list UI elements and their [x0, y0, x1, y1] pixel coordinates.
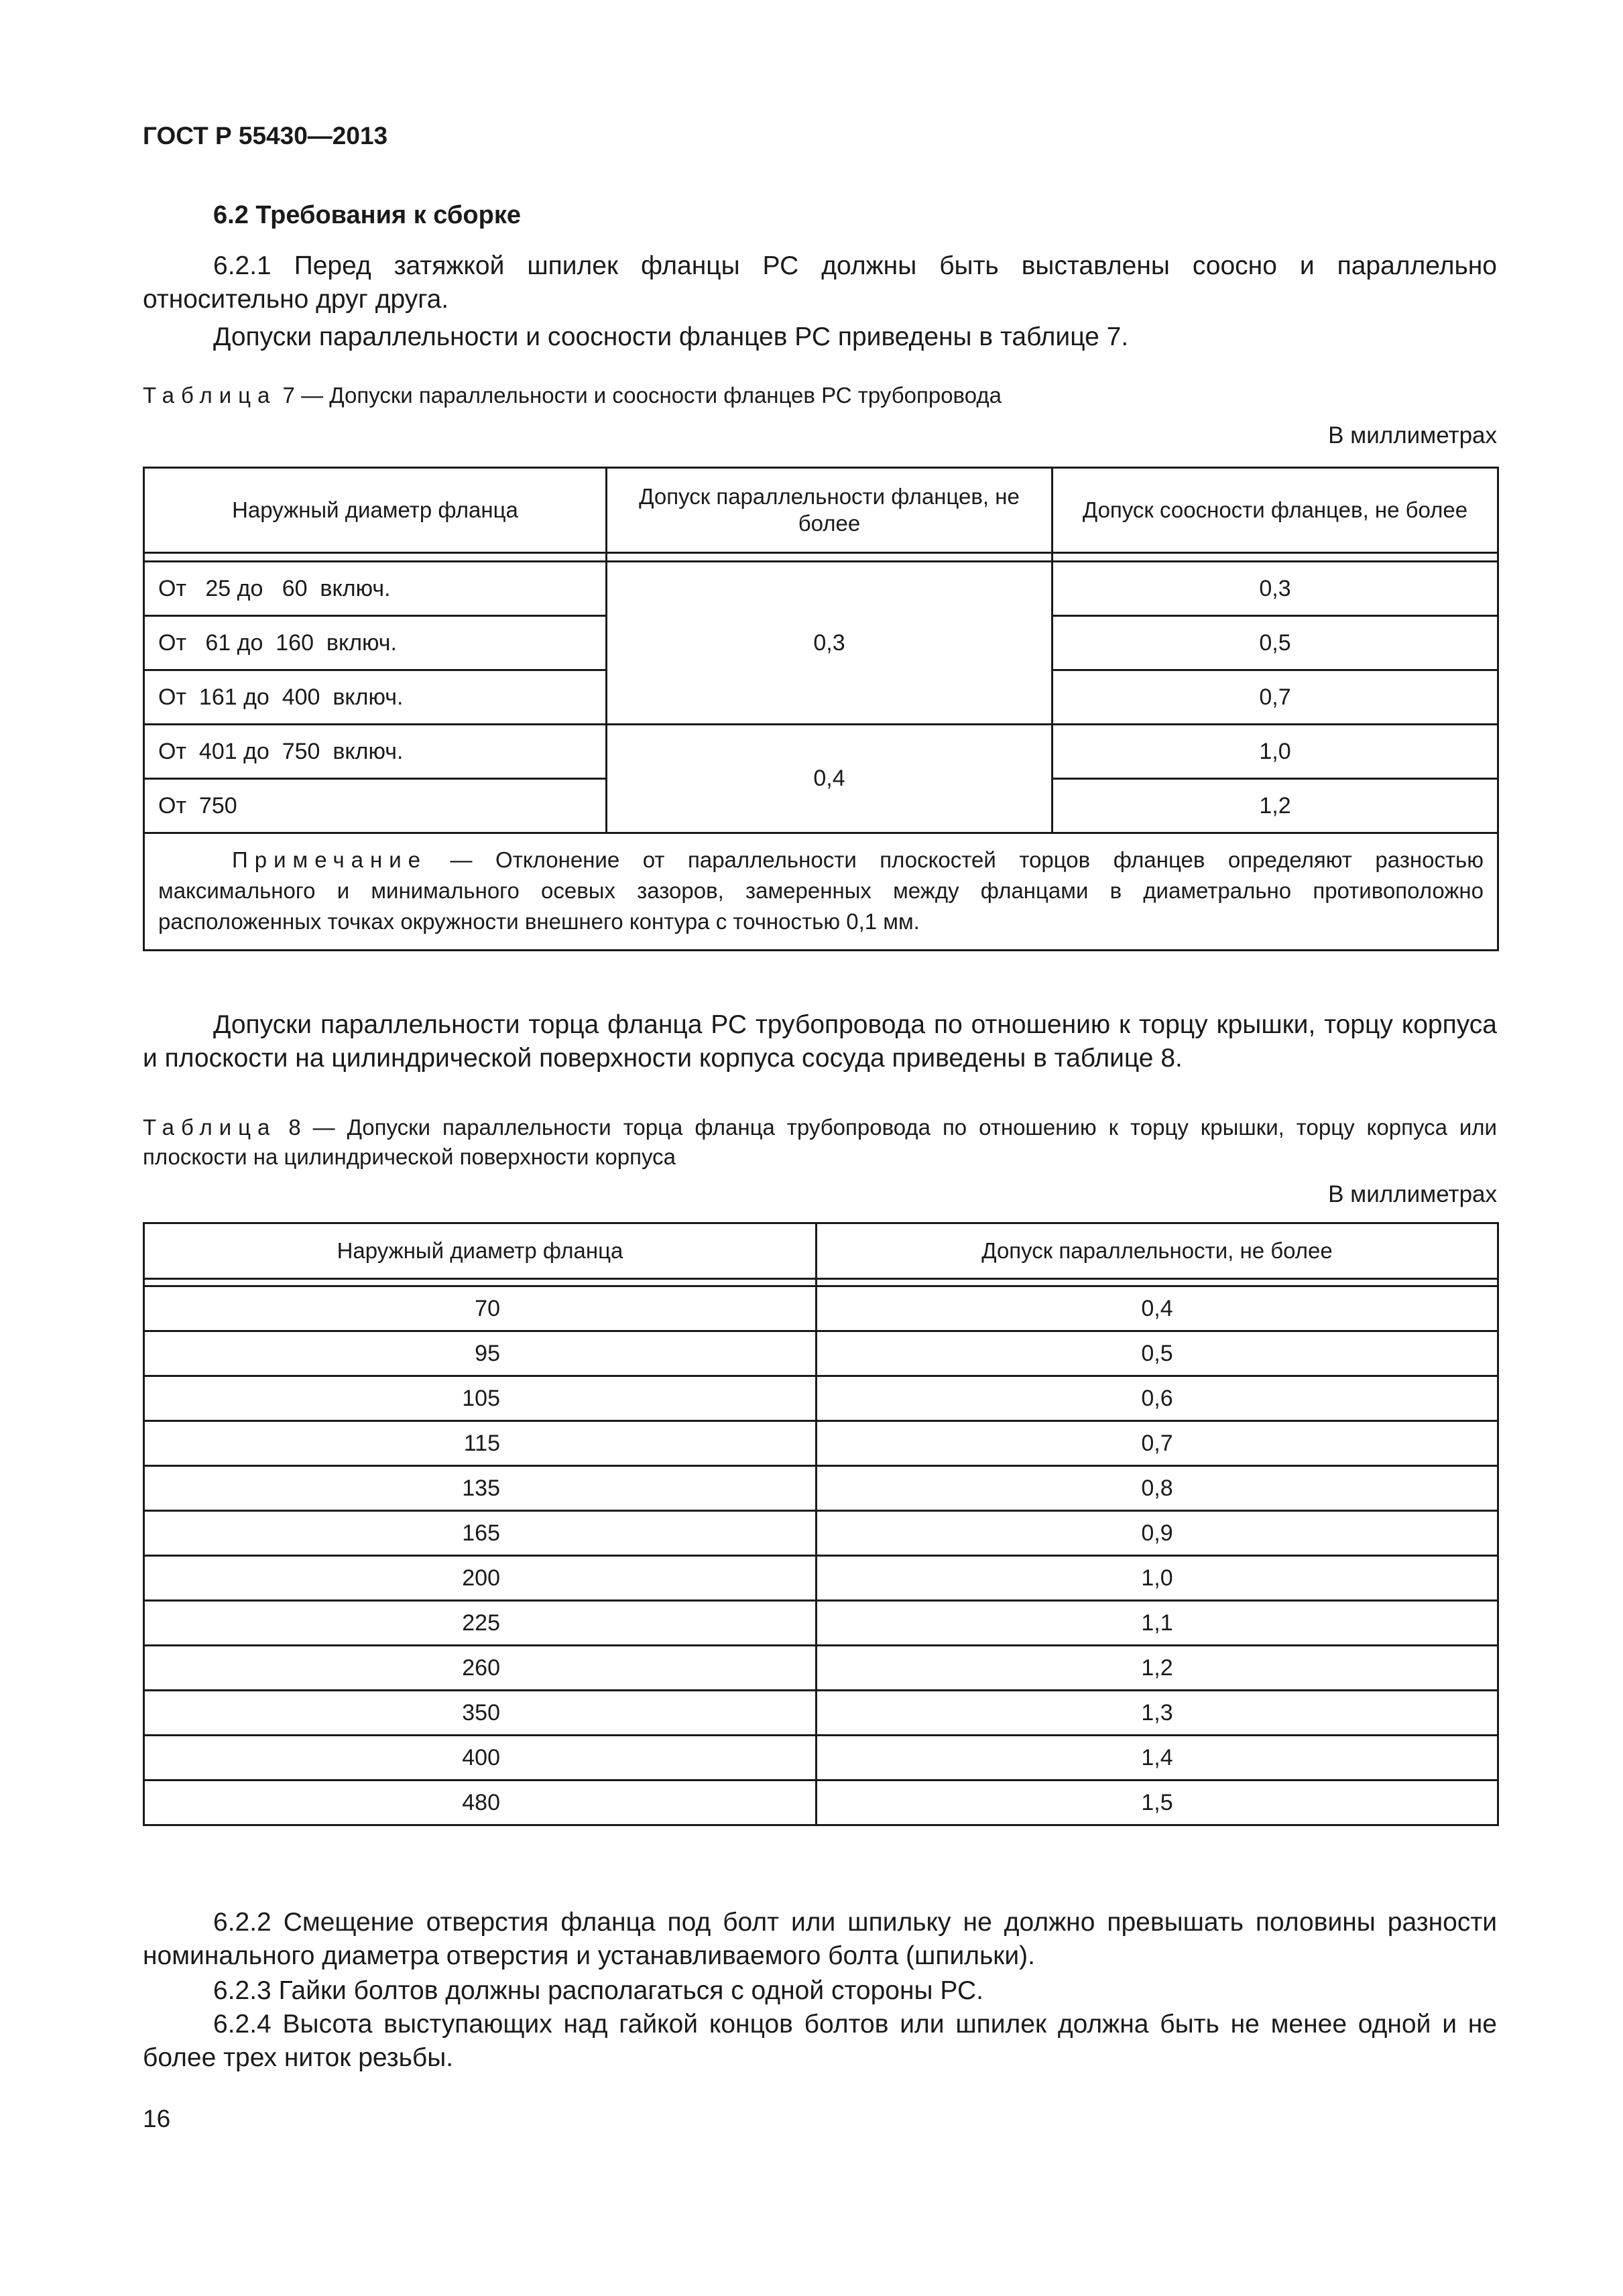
document-header: ГОСТ Р 55430—2013: [143, 122, 388, 149]
table7-cell-diameter: От 161 до 400 включ.: [144, 670, 607, 725]
table8-cell-diameter: 115: [144, 1421, 817, 1466]
table8-cell-tolerance: 1,0: [817, 1556, 1498, 1601]
table7-header-parallel: Допуск параллельности фланцев, не более: [607, 468, 1053, 553]
table8-cell-diameter: 260: [144, 1646, 817, 1691]
table8-cell-tolerance: 0,6: [817, 1376, 1498, 1421]
table-row: [144, 1421, 1498, 1466]
table8-body: [144, 1286, 1498, 1825]
table7-cell-diameter: От 750: [144, 779, 607, 833]
table7-header-diameter: Наружный диаметр фланца: [144, 468, 607, 553]
table8-cell-tolerance: 1,3: [817, 1691, 1498, 1736]
table8-cell-diameter: 105: [144, 1376, 817, 1421]
table7-cell-coaxial: 0,3: [1053, 562, 1498, 616]
table-row: [144, 1376, 1498, 1421]
section-title: 6.2 Требования к сборке: [213, 201, 521, 229]
table8-caption: Таблица 8 — Допуски параллельности торца фланца трубопровода по отношению к торцу крышки, торцу корпуса или плоскости на цилиндрической поверхности корпуса: [143, 1115, 1497, 1169]
table7-cell-coaxial: 0,5: [1053, 616, 1498, 670]
table7-cell-parallel-group: 0,3: [607, 562, 1053, 725]
table8-cell-tolerance: 0,4: [817, 1286, 1498, 1331]
table8-cell-tolerance: 1,4: [817, 1736, 1498, 1780]
table-row: [144, 562, 1498, 616]
table7-header-row: [144, 468, 1498, 553]
table8-cell-tolerance: 0,7: [817, 1421, 1498, 1466]
table-row: [144, 1511, 1498, 1556]
table8-cell-tolerance: 0,8: [817, 1466, 1498, 1511]
paragraph-6-2-4: 6.2.4 Высота выступающих над гайкой концов болтов или шпилек должна быть не менее одной и не более трех ниток резьбы.: [143, 2010, 1497, 2072]
table7-cell-coaxial: 1,2: [1053, 779, 1498, 833]
table8-header-diameter: Наружный диаметр фланца: [144, 1223, 817, 1279]
table8-cell-tolerance: 0,5: [817, 1331, 1498, 1376]
table-row: [144, 1286, 1498, 1331]
table-row: [144, 1601, 1498, 1646]
table7-header-coaxial: Допуск соосности фланцев, не более: [1053, 468, 1498, 553]
table8-cell-diameter: 70: [144, 1286, 817, 1331]
table8-cell-tolerance: 1,2: [817, 1646, 1498, 1691]
table8-cell-diameter: 95: [144, 1331, 817, 1376]
table7-cell-diameter: От 25 до 60 включ.: [144, 562, 607, 616]
table8: [143, 1222, 1499, 1826]
table7-caption: Таблица 7 — Допуски параллельности и соосности фланцев РС трубопровода: [143, 383, 1002, 408]
table7-cell-diameter: От 61 до 160 включ.: [144, 616, 607, 670]
table7-cell-coaxial: 1,0: [1053, 725, 1498, 779]
page-number: 16: [143, 2105, 171, 2132]
table7-note-row: [144, 833, 1498, 951]
table-row: [144, 1736, 1498, 1780]
table8-cell-diameter: 135: [144, 1466, 817, 1511]
table7-cell-parallel-group: 0,4: [607, 725, 1053, 833]
table8-units: В миллиметрах: [1328, 1181, 1497, 1207]
table-row: [144, 1556, 1498, 1601]
paragraph-table7-ref: Допуски параллельности и соосности фланцев РС приведены в таблице 7.: [213, 322, 1129, 351]
table-row: [144, 1331, 1498, 1376]
table8-header-row: [144, 1223, 1498, 1279]
table-row: [144, 1466, 1498, 1511]
paragraph-6-2-1: 6.2.1 Перед затяжкой шпилек фланцы РС должны быть выставлены соосно и параллельно относительно друг друга.: [143, 251, 1497, 314]
table7-units: В миллиметрах: [1328, 422, 1497, 448]
paragraph-table8-intro: Допуски параллельности торца фланца РС трубопровода по отношению к торцу крышки, торцу корпуса и плоскости на цилиндрической поверхности корпуса сосуда приведены в таблице 8.: [143, 1010, 1497, 1073]
table8-cell-diameter: 165: [144, 1511, 817, 1556]
table7-note: Примечание — Отклонение от параллельности плоскостей торцов фланцев определяют разностью максимального и минимального осевых зазоров, замеренных между фланцами в диаметрально противоположно расположенных точках окружности внешнего контура с точностью 0,1 мм.: [144, 833, 1498, 951]
table8-cell-diameter: 225: [144, 1601, 817, 1646]
table8-cell-diameter: 400: [144, 1736, 817, 1780]
table8-cell-tolerance: 1,5: [817, 1780, 1498, 1825]
table8-cell-tolerance: 0,9: [817, 1511, 1498, 1556]
table8-header-tolerance: Допуск параллельности, не более: [817, 1223, 1498, 1279]
table8-cell-diameter: 350: [144, 1691, 817, 1736]
table8-cell-diameter: 200: [144, 1556, 817, 1601]
table7-cell-coaxial: 0,7: [1053, 670, 1498, 725]
table-row: [144, 1780, 1498, 1825]
paragraph-6-2-2: 6.2.2 Смещение отверстия фланца под болт или шпильку не должно превышать половины разности номинального диаметра отверстия и устанавливаемого болта (шпильки).: [143, 1908, 1497, 1970]
table8-cell-diameter: 480: [144, 1780, 817, 1825]
table-row: [144, 1691, 1498, 1736]
table7: [143, 467, 1499, 951]
table8-cell-tolerance: 1,1: [817, 1601, 1498, 1646]
table-row: [144, 725, 1498, 779]
paragraph-6-2-3: 6.2.3 Гайки болтов должны располагаться с одной стороны РС.: [213, 1976, 983, 2005]
table-row: [144, 1646, 1498, 1691]
table7-cell-diameter: От 401 до 750 включ.: [144, 725, 607, 779]
